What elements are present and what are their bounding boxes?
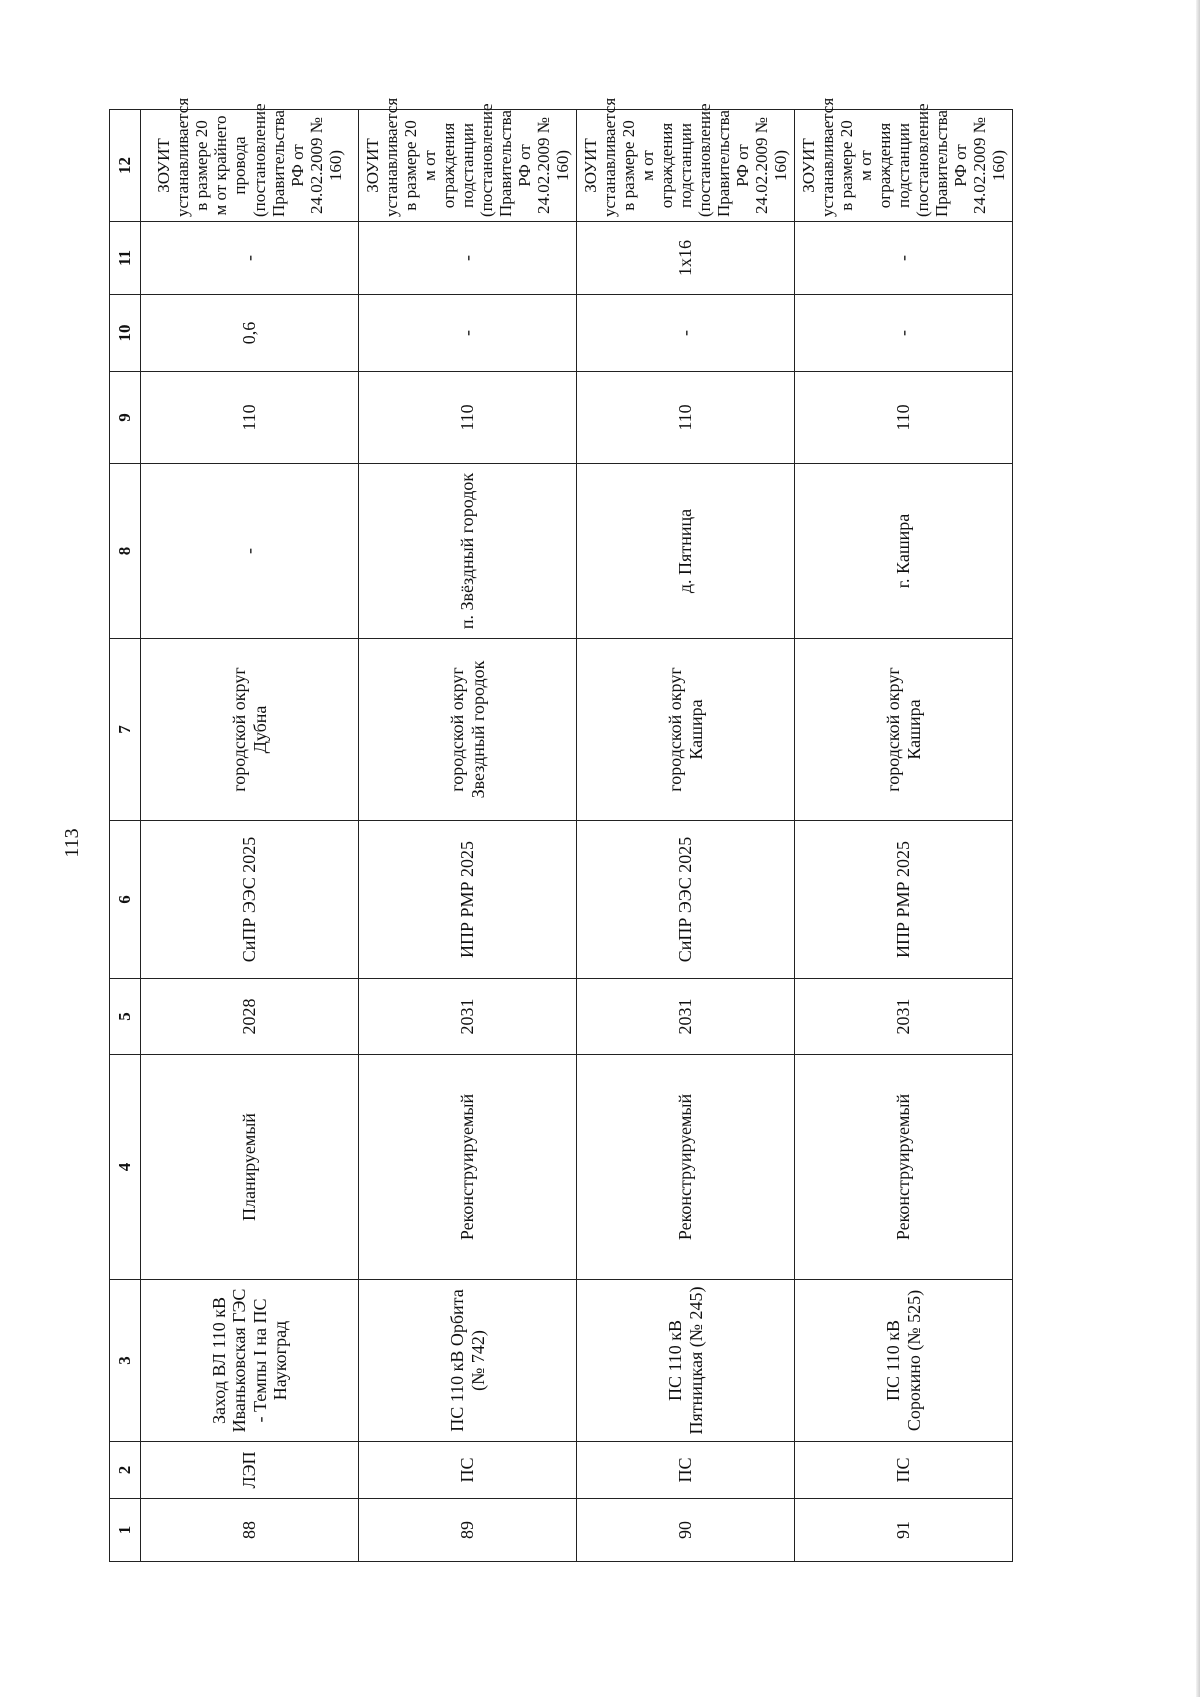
length: 0,6 <box>141 295 359 372</box>
object-name: ПС 110 кВ Пятницкая (№ 245) <box>577 1280 795 1442</box>
object-name: ПС 110 кВ Орбита (№ 742) <box>359 1280 577 1442</box>
length: - <box>795 295 1013 372</box>
settlement: - <box>141 464 359 639</box>
object-type: ПС <box>577 1442 795 1499</box>
capacity: - <box>359 222 577 295</box>
row-number: 89 <box>359 1499 577 1562</box>
municipality: городской округ Звездный городок <box>359 639 577 821</box>
zone-description: ЗОУИТ устанавливается в размере 20 м от ограждения подстанции (постановление Правительства РФ от 24.02.2009 № 160) <box>359 110 577 222</box>
object-status: Реконструируемый <box>795 1055 1013 1280</box>
row-number: 91 <box>795 1499 1013 1562</box>
voltage: 110 <box>795 372 1013 464</box>
source-document: ИПР РМР 2025 <box>795 821 1013 979</box>
year: 2028 <box>141 979 359 1055</box>
settlement: п. Звёздный городок <box>359 464 577 639</box>
column-number: 12 <box>110 110 141 222</box>
capacity: - <box>141 222 359 295</box>
source-document: СиПР ЭЭС 2025 <box>577 821 795 979</box>
column-number-row <box>110 110 141 1562</box>
row-number: 90 <box>577 1499 795 1562</box>
voltage: 110 <box>359 372 577 464</box>
voltage: 110 <box>577 372 795 464</box>
column-number: 6 <box>110 821 141 979</box>
column-number: 9 <box>110 372 141 464</box>
column-number: 10 <box>110 295 141 372</box>
settlement: г. Кашира <box>795 464 1013 639</box>
object-name: Заход ВЛ 110 кВ Иваньковская ГЭС - Темпы I на ПС Наукоград <box>141 1280 359 1442</box>
page-number: 113 <box>61 828 83 858</box>
municipality: городской округ Кашира <box>577 639 795 821</box>
length: - <box>577 295 795 372</box>
municipality: городской округ Кашира <box>795 639 1013 821</box>
municipality: городской округ Дубна <box>141 639 359 821</box>
capacity: - <box>795 222 1013 295</box>
voltage: 110 <box>141 372 359 464</box>
year: 2031 <box>795 979 1013 1055</box>
settlement: д. Пятница <box>577 464 795 639</box>
source-document: ИПР РМР 2025 <box>359 821 577 979</box>
zone-description: ЗОУИТ устанавливается в размере 20 м от крайнего провода (постановление Правительства РФ от 24.02.2009 № 160) <box>141 110 359 222</box>
rotated-table-frame <box>109 97 1009 1562</box>
capacity: 1х16 <box>577 222 795 295</box>
object-type: ПС <box>359 1442 577 1499</box>
table-row <box>795 110 1013 1562</box>
table-row <box>359 110 577 1562</box>
scan-edge <box>1196 0 1200 1697</box>
column-number: 11 <box>110 222 141 295</box>
object-type: ПС <box>795 1442 1013 1499</box>
column-number: 3 <box>110 1280 141 1442</box>
table-container <box>109 97 1009 1562</box>
column-number: 4 <box>110 1055 141 1280</box>
length: - <box>359 295 577 372</box>
year: 2031 <box>359 979 577 1055</box>
zone-description: ЗОУИТ устанавливается в размере 20 м от ограждения подстанции (постановление Правительства РФ от 24.02.2009 № 160) <box>795 110 1013 222</box>
object-name: ПС 110 кВ Сорокино (№ 525) <box>795 1280 1013 1442</box>
object-status: Реконструируемый <box>359 1055 577 1280</box>
table-row <box>141 110 359 1562</box>
object-status: Планируемый <box>141 1055 359 1280</box>
column-number: 5 <box>110 979 141 1055</box>
register-table <box>109 97 1013 1562</box>
table-row <box>577 110 795 1562</box>
source-document: СиПР ЭЭС 2025 <box>141 821 359 979</box>
object-status: Реконструируемый <box>577 1055 795 1280</box>
zone-description: ЗОУИТ устанавливается в размере 20 м от ограждения подстанции (постановление Правительства РФ от 24.02.2009 № 160) <box>577 110 795 222</box>
column-number: 8 <box>110 464 141 639</box>
column-number: 7 <box>110 639 141 821</box>
object-type: ЛЭП <box>141 1442 359 1499</box>
year: 2031 <box>577 979 795 1055</box>
column-number: 1 <box>110 1499 141 1562</box>
row-number: 88 <box>141 1499 359 1562</box>
column-number: 2 <box>110 1442 141 1499</box>
